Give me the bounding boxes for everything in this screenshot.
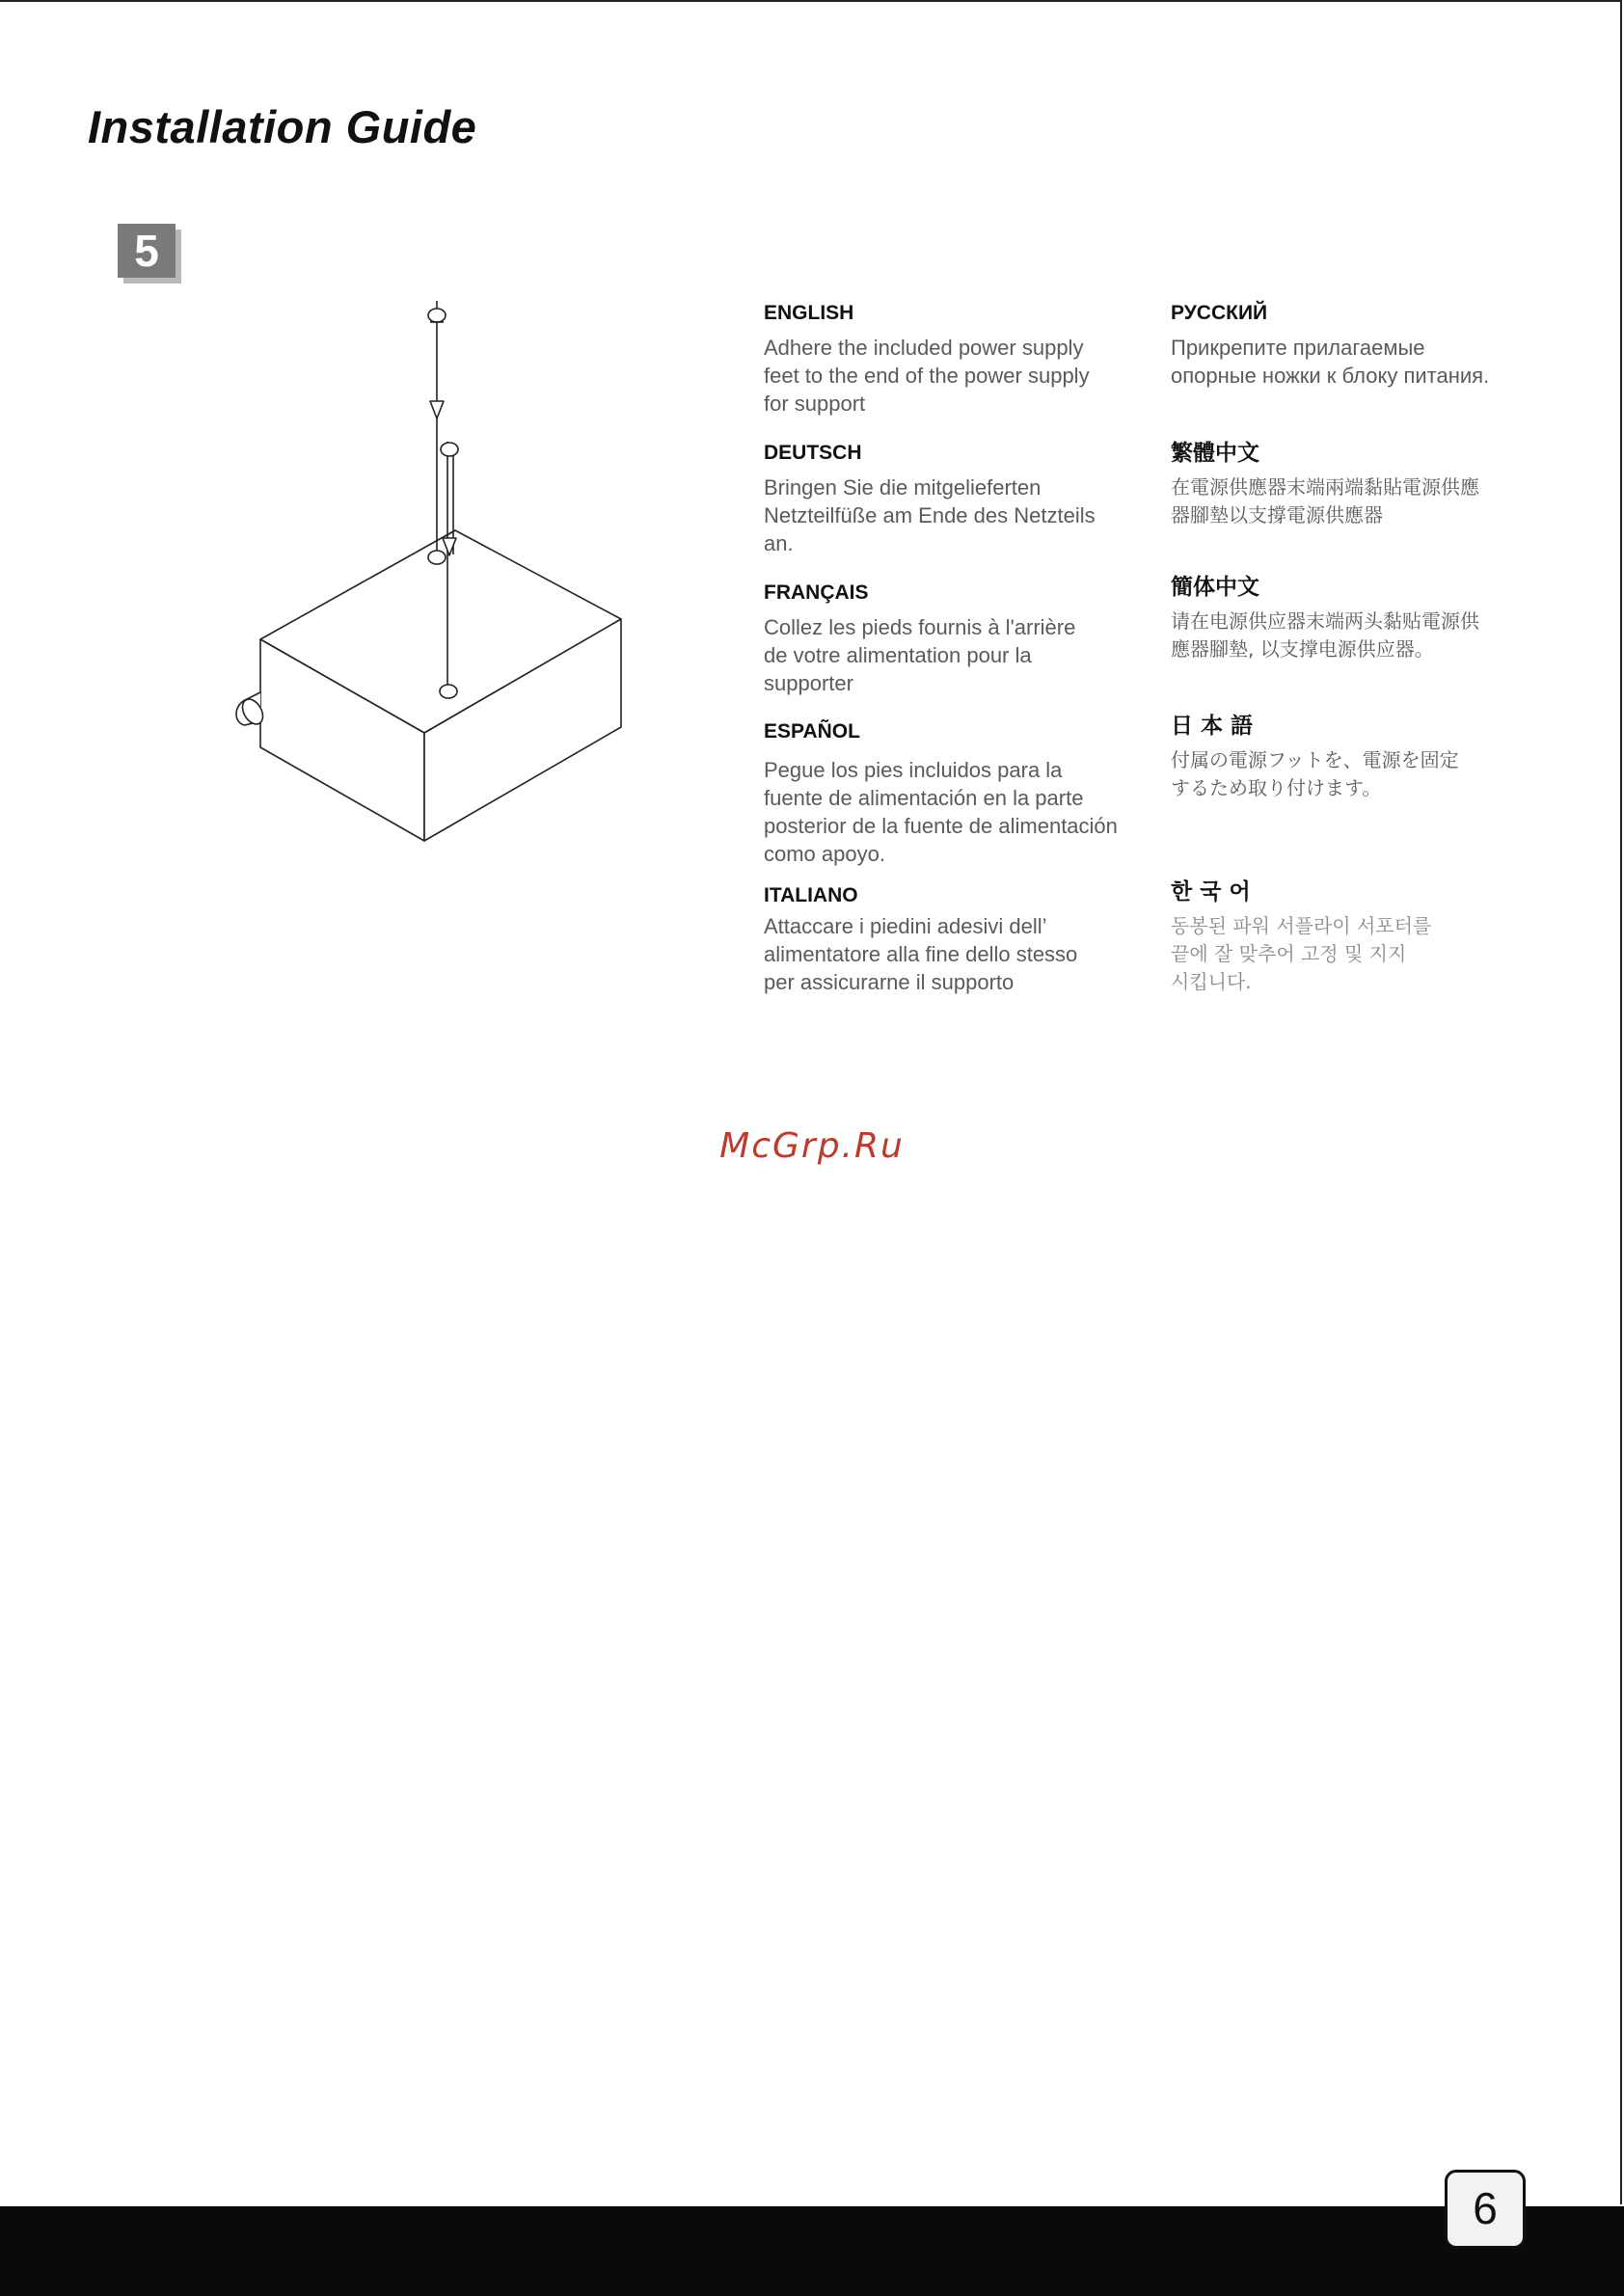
lang-line: alimentatore alla fine dello stesso xyxy=(764,942,1078,966)
lang-line: 應器腳墊, 以支撑电源供应器。 xyxy=(1171,637,1434,661)
lang-line: Pegue los pies incluidos para la xyxy=(764,758,1063,782)
lang-line: de votre alimentation pour la xyxy=(764,643,1032,667)
lang-line: como apoyo. xyxy=(764,842,885,866)
lang-heading: РУССКИЙ xyxy=(1171,302,1268,324)
lang-heading: FRANÇAIS xyxy=(764,581,869,604)
step-badge xyxy=(118,224,176,278)
footer-bar xyxy=(0,2206,1624,2296)
lang-line: 器腳墊以支撐電源供應器 xyxy=(1171,503,1383,527)
lang-line: per assicurarne il supporto xyxy=(764,970,1015,994)
lang-block-deutsch xyxy=(764,441,1169,557)
lang-line: するため取り付けます。 xyxy=(1171,776,1382,799)
lang-block-francais xyxy=(764,581,1169,697)
lang-line: fuente de alimentación en la parte xyxy=(764,786,1084,810)
lang-block-espanol xyxy=(764,719,1169,868)
lang-block-russian xyxy=(1171,301,1547,390)
lang-line: 在電源供應器末端兩端黏貼電源供應 xyxy=(1171,475,1479,499)
lang-block-english xyxy=(764,301,1169,418)
lang-line: feet to the end of the power supply xyxy=(764,364,1090,388)
lang-heading: ESPAÑOL xyxy=(764,720,860,743)
lang-line: for support xyxy=(764,392,866,416)
page-title: Installation Guide xyxy=(88,101,477,152)
lang-line: 请在电源供应器末端两头黏贴電源供 xyxy=(1171,609,1479,633)
lang-line: опорные ножки к блоку питания. xyxy=(1171,364,1490,388)
page-number: 6 xyxy=(1445,2170,1526,2249)
lang-heading: 繁體中文 xyxy=(1171,441,1259,466)
lang-line: Netzteilfüße am Ende des Netzteils xyxy=(764,503,1096,527)
lang-line: supporter xyxy=(764,671,853,695)
lang-heading: DEUTSCH xyxy=(764,442,862,464)
watermark: McGrp.Ru xyxy=(719,1126,905,1166)
lang-heading: ENGLISH xyxy=(764,302,854,324)
psu-feet-illustration xyxy=(231,299,636,858)
foot-1 xyxy=(428,301,446,564)
lang-block-simplified-chinese xyxy=(1171,575,1547,663)
lang-heading: ITALIANO xyxy=(764,884,858,906)
lang-line: posterior de la fuente de alimentación xyxy=(764,814,1118,838)
lang-line: 付属の電源フットを、電源を固定 xyxy=(1171,748,1459,771)
lang-block-italiano xyxy=(764,883,1169,996)
lang-line: Adhere the included power supply xyxy=(764,336,1084,360)
lang-heading: 日 本 語 xyxy=(1171,714,1254,739)
lang-line: Прикрепите прилагаемые xyxy=(1171,336,1425,360)
lang-line: 끝에 잘 맞추어 고정 및 지지 xyxy=(1171,942,1407,965)
lang-line: 동봉된 파워 서플라이 서포터를 xyxy=(1171,914,1432,937)
lang-heading: 한 국 어 xyxy=(1171,879,1251,905)
lang-heading: 簡体中文 xyxy=(1171,575,1259,600)
lang-block-traditional-chinese xyxy=(1171,441,1547,529)
lang-block-korean xyxy=(1171,879,1547,996)
lang-line: an. xyxy=(764,531,794,555)
lang-line: 시킵니다. xyxy=(1171,970,1252,993)
lang-line: Bringen Sie die mitgelieferten xyxy=(764,475,1042,500)
lang-line: Collez les pieds fournis à l'arrière xyxy=(764,615,1076,639)
lang-block-japanese xyxy=(1171,714,1547,802)
step-number: 5 xyxy=(118,224,176,278)
lang-line: Attaccare i piedini adesivi dell’ xyxy=(764,914,1047,938)
